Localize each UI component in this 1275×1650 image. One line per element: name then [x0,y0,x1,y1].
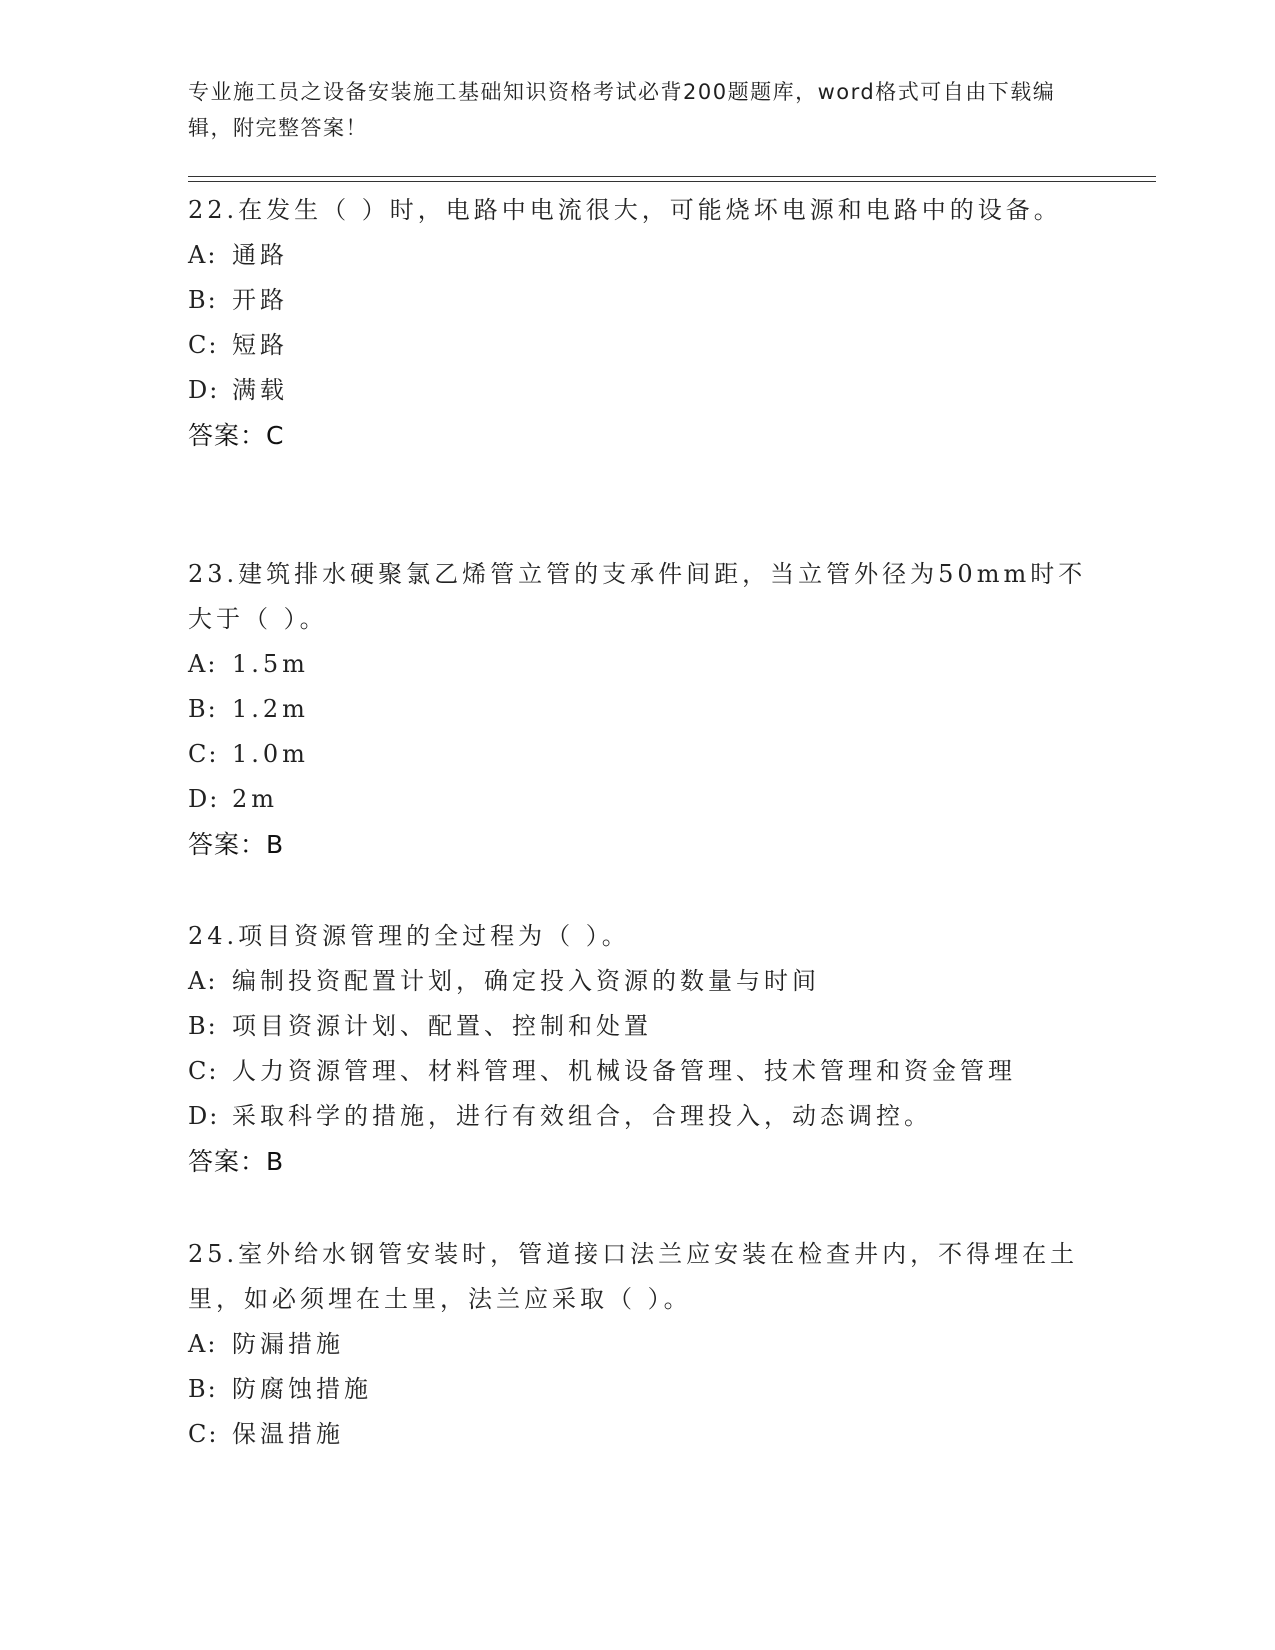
question-25 [188,1232,1088,1457]
option-text: 1.5m [232,650,309,678]
option-letter: B: [188,1012,218,1040]
option-c [188,732,1088,777]
header-divider-top [188,176,1156,177]
question-stem: 23.建筑排水硬聚氯乙烯管立管的支承件间距，当立管外径为50mm时不大于（ ）。 [188,560,1087,633]
option-text: 人力资源管理、材料管理、机械设备管理、技术管理和资金管理 [232,1057,1016,1085]
option-letter: C: [188,740,219,768]
option-text: 2m [232,785,279,813]
option-text: 1.2m [232,695,309,723]
question-stem: 25.室外给水钢管安装时，管道接口法兰应安装在检查井内，不得埋在土里，如必须埋在土里，法兰应采取（ ）。 [188,1240,1079,1313]
option-letter: B: [188,695,218,723]
option-text: 通路 [232,241,288,269]
option-c [188,1412,1088,1457]
option-letter: A: [188,1330,218,1358]
option-c [188,1049,1088,1094]
option-b [188,278,1088,323]
option-b [188,1004,1088,1049]
answer-line: 答案：B [188,1147,285,1176]
answer-line: 答案：C [188,421,285,450]
option-letter: D: [188,785,220,813]
option-letter: A: [188,967,218,995]
option-text: 1.0m [232,740,309,768]
option-a [188,233,1088,278]
header-divider-bottom [188,181,1156,182]
question-stem: 22.在发生（ ）时，电路中电流很大，可能烧坏电源和电路中的设备。 [188,196,1062,224]
question-23 [188,552,1088,867]
option-letter: C: [188,1057,219,1085]
option-letter: B: [188,1375,218,1403]
option-d [188,777,1088,822]
option-letter: A: [188,241,218,269]
document-header: 专业施工员之设备安装施工基础知识资格考试必背200题题库，word格式可自由下载编辑，附完整答案！ [188,80,1056,140]
option-text: 短路 [232,331,288,359]
question-24 [188,914,1088,1184]
option-b [188,687,1088,732]
option-text: 开路 [232,286,288,314]
option-text: 防漏措施 [232,1330,344,1358]
option-b [188,1367,1088,1412]
option-text: 满载 [232,376,288,404]
option-text: 采取科学的措施，进行有效组合，合理投入，动态调控。 [232,1102,932,1130]
option-text: 项目资源计划、配置、控制和处置 [232,1012,652,1040]
question-stem: 24.项目资源管理的全过程为（ ）。 [188,922,630,950]
option-text: 防腐蚀措施 [232,1375,372,1403]
answer-line: 答案：B [188,830,285,859]
option-a [188,642,1088,687]
option-c [188,323,1088,368]
option-a [188,1322,1088,1367]
option-a [188,959,1088,1004]
option-letter: C: [188,331,219,359]
option-d [188,368,1088,413]
option-letter: C: [188,1420,219,1448]
option-letter: D: [188,1102,220,1130]
option-letter: A: [188,650,218,678]
question-22 [188,188,1088,458]
option-letter: B: [188,286,218,314]
option-letter: D: [188,376,220,404]
option-text: 保温措施 [232,1420,344,1448]
option-text: 编制投资配置计划，确定投入资源的数量与时间 [232,967,820,995]
option-d [188,1094,1088,1139]
